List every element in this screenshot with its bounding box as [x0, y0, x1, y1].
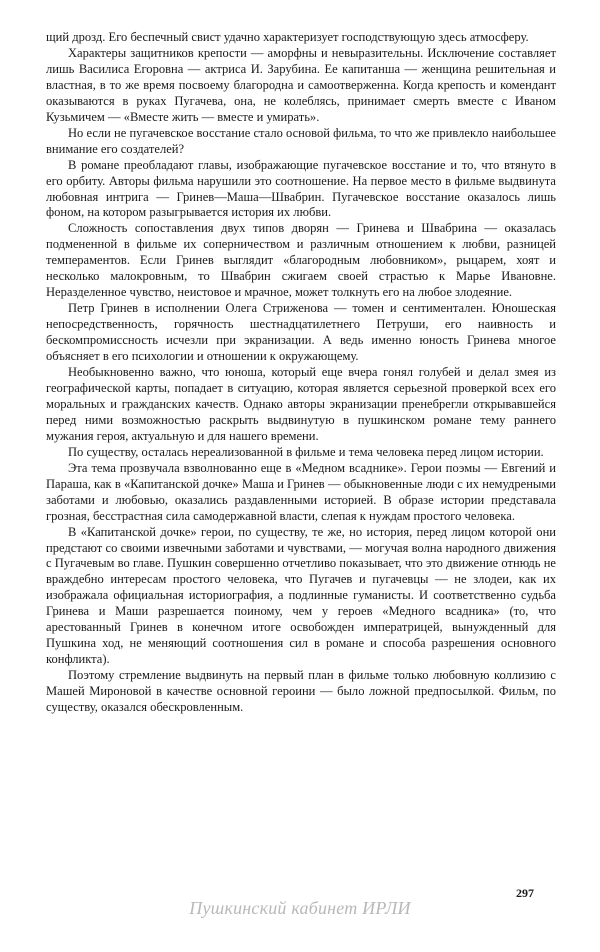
- page-number: 297: [516, 886, 534, 900]
- paragraph: Характеры защитников крепости — аморфны и невыразительны. Исключение составляет лишь Василиса Егоровна — актриса И. Зарубина. Ее капитанша — женщина решительная и властная, в то же время посвоему благородна и самоотверженна. Когда крепость и комендант оказываются в руках Пугачева, она, не колеблясь, принимает смерть вместе с Иваном Кузьмичем — «Вместе жить — вместе и умирать».: [46, 45, 556, 124]
- paragraph: В романе преобладают главы, изображающие пугачевское восстание и то, что втянуто в его орбиту. Авторы фильма нарушили это соотношение. На первое место в фильме выдвинута любовная интрига — Гринев—Маша—Швабрин. Пугачевское восстание оказалось лишь фоном, на котором разыгрывается история их любви.: [46, 157, 556, 220]
- paragraph: щий дрозд. Его беспечный свист удачно характеризует господствующую здесь атмосферу.: [46, 30, 529, 44]
- paragraph: По существу, осталась нереализованной в фильме и тема человека перед лицом истории.: [68, 444, 544, 459]
- watermark: Пушкинский кабинет ИРЛИ: [189, 898, 411, 918]
- paragraph: В «Капитанской дочке» герои, по существу, те же, но история, перед лицом которой они предстают со своими извечными заботами и чувствами, — могучая волна народного движения с Пугачевым во главе. Пушкин совершенно отчетливо показывает, что это движение отнюдь не враждебно интересам простого человека, что Пугачев и пугачевцы — не злодеи, как их изображала официальная историография, а подлинные гуманисты. И соответственно судьба Гринева и Маши разрешается поиному, чем у героев «Медного всадника» (то, что арестованный Гринев в конечном итоге освобожден императрицей, вынужденный для Пушкина ход, не меняющий соотношения сил в романе и способа разрешения основного конфликта).: [46, 524, 556, 667]
- paragraph: Поэтому стремление выдвинуть на первый план в фильме только любовную коллизию с Машей Мироновой в качестве основной героини — было ложной предпосылкой. Фильм, по существу, оказался обескровленным.: [46, 668, 556, 715]
- paragraph: Сложность сопоставления двух типов дворян — Гринева и Швабрина — оказалась подмененной в фильме их соперничеством и различным отношением к любви, разницей темпераментов. Если Гринев выглядит «благородным любовником», рыцарем, хоят и несколько малокровным, то Швабрин сжигаем своей страстью к Марье Ивановне. Неразделенное чувство, неистовое и мрачное, может толкнуть его на любое злодеяние.: [46, 221, 556, 300]
- paragraph: Петр Гринев в исполнении Олега Стриженова — томен и сентиментален. Юношеская непосредственность, горячность шестнадцатилетнего Петруши, его наивность и бескомпромиссность исчезли при экранизации. А ведь именно юность Гринева многое объясняет в его психологии и отношении к окружающему.: [46, 301, 556, 364]
- paragraph: Необыкновенно важно, что юноша, который еще вчера гонял голубей и делал змея из географической карты, попадает в ситуацию, которая является серьезной проверкой всех его моральных и гражданских качеств. Однако авторы экранизации пренебрегли открывавшейся перед ними возможностью раскрыть выдвинутую в пушкинском романе тему раннего мужания героя, актуальную и для нашего времени.: [46, 365, 556, 443]
- paragraph: Эта тема прозвучала взволнованно еще в «Медном всаднике». Герои поэмы — Евгений и Параша, как в «Капитанской дочке» Маша и Гринев — обыкновенные люди с их немудреными заботами и любовью, оказались раздавленными историей. В образе истории представала грозная, бесстрастная сила самодержавной власти, слепая к нуждам простого человека.: [46, 460, 556, 523]
- page-text: [46, 30, 556, 890]
- paragraph: Но если не пугачевское восстание стало основой фильма, то что же привлекло наибольшее внимание его создателей?: [46, 125, 556, 156]
